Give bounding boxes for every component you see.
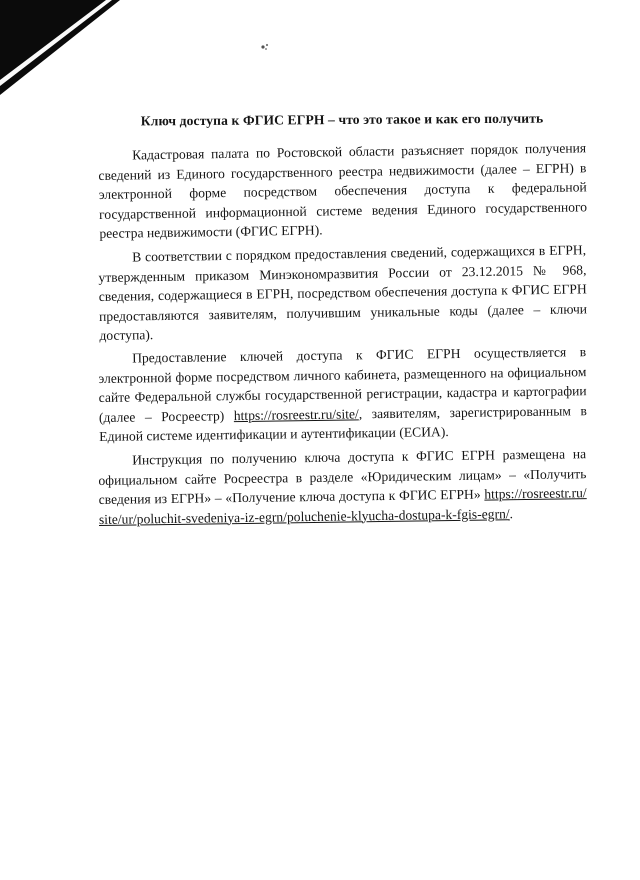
scan-corner-mark [0, 0, 120, 95]
paragraph-access-keys [98, 342, 587, 446]
instruction-link[interactable]: https://rosreestr.ru/site/ur/poluchit-svedeniya-iz-egrn/poluchenie-klyucha-dostupa-k-fgis-egrn/ [98, 484, 587, 526]
paragraph-order: В соответствии с порядком предоставления сведений, содержащихся в ЕГРН, утвержденным приказом Минэкономразвития России от 23.12.2015 № 968, сведения, содержащиеся в ЕГРН, посредством обеспечения доступа к ФГИС ЕГРН предоставляются заявителям, получившим уникальные коды (далее – ключи доступа). [98, 241, 588, 343]
document-title: Ключ доступа к ФГИС ЕГРН – что это такое и как его получить [140, 110, 544, 129]
document-body [98, 112, 586, 531]
paragraph-instruction [98, 444, 587, 529]
rosreestr-site-link[interactable]: https://rosreestr.ru/site/ [233, 405, 359, 423]
paragraph-intro: Кадастровая палата по Ростовской области разъясняет порядок получения сведений из Единого государственного реестра недвижимости (далее – ЕГРН) в электронной форме посредством обеспечения доступа к федеральной государственной информационной системе ведения Единого государственного реестра недвижимости (ФГИС ЕГРН). [98, 140, 588, 241]
paragraph-instruction-tail: . [509, 505, 514, 521]
scan-speck-icon [258, 40, 272, 54]
paragraph-access-keys-tail: , заявителям, зарегистрированным в Единой системе идентификации и аутентификации (ЕСИА). [99, 402, 588, 444]
paragraph-access-keys-text: Предоставление ключей доступа к ФГИС ЕГРН осуществляется в электронной форме посредством личного кабинета, размещенного на официальном сайте Федеральной службы государственной регистрации, кадастра и картографии (далее – Росреестр) [98, 344, 587, 425]
paragraph-instruction-text: Инструкция по получению ключа доступа к ФГИС ЕГРН размещена на официальном сайте Росреестра в разделе «Юридическим лицам» – «Получить сведения из ЕГРН» – «Получение ключа доступа к ФГИС ЕГРН» [98, 445, 587, 507]
